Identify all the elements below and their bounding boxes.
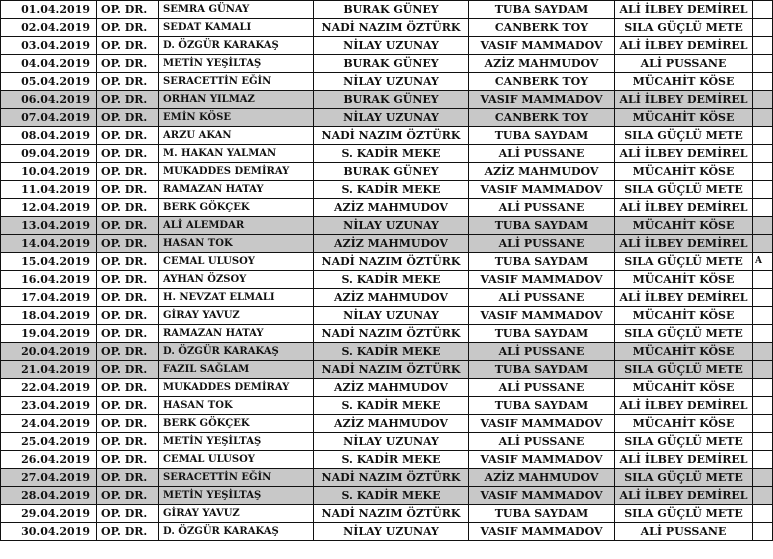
assistant-1-cell: NİLAY UZUNAY bbox=[314, 37, 469, 55]
assistant-1-cell: AZİZ MAHMUDOV bbox=[314, 289, 469, 307]
assistant-2-cell: TUBA SAYDAM bbox=[469, 217, 615, 235]
date-cell: 19.04.2019 bbox=[1, 325, 97, 343]
surgeon-name-cell: CEMAL ULUSOY bbox=[159, 451, 314, 469]
title-cell: OP. DR. bbox=[97, 361, 159, 379]
surgeon-name-cell: RAMAZAN HATAY bbox=[159, 325, 314, 343]
assistant-1-cell: NADİ NAZIM ÖZTÜRK bbox=[314, 127, 469, 145]
date-cell: 11.04.2019 bbox=[1, 181, 97, 199]
assistant-3-cell: MÜCAHİT KÖSE bbox=[615, 163, 753, 181]
title-cell: OP. DR. bbox=[97, 253, 159, 271]
surgeon-name-cell: ALİ ALEMDAR bbox=[159, 217, 314, 235]
title-cell: OP. DR. bbox=[97, 523, 159, 541]
assistant-2-cell: TUBA SAYDAM bbox=[469, 505, 615, 523]
date-cell: 23.04.2019 bbox=[1, 397, 97, 415]
assistant-1-cell: AZİZ MAHMUDOV bbox=[314, 199, 469, 217]
surgeon-name-cell: SERACETTİN EĞİN bbox=[159, 469, 314, 487]
surgeon-name-cell: M. HAKAN YALMAN bbox=[159, 145, 314, 163]
surgeon-name-cell: MUKADDES DEMİRAY bbox=[159, 379, 314, 397]
surgeon-name-cell: SEDAT KAMALI bbox=[159, 19, 314, 37]
date-cell: 06.04.2019 bbox=[1, 91, 97, 109]
title-cell: OP. DR. bbox=[97, 73, 159, 91]
table-row bbox=[1, 163, 773, 181]
date-cell: 29.04.2019 bbox=[1, 505, 97, 523]
assistant-1-cell: NADİ NAZIM ÖZTÜRK bbox=[314, 361, 469, 379]
extra-cell bbox=[753, 55, 773, 73]
title-cell: OP. DR. bbox=[97, 181, 159, 199]
date-cell: 30.04.2019 bbox=[1, 523, 97, 541]
assistant-1-cell: BURAK GÜNEY bbox=[314, 1, 469, 19]
surgeon-name-cell: METİN YEŞİLTAŞ bbox=[159, 55, 314, 73]
extra-cell bbox=[753, 343, 773, 361]
title-cell: OP. DR. bbox=[97, 109, 159, 127]
extra-cell bbox=[753, 37, 773, 55]
assistant-2-cell: TUBA SAYDAM bbox=[469, 325, 615, 343]
assistant-1-cell: NADİ NAZIM ÖZTÜRK bbox=[314, 469, 469, 487]
title-cell: OP. DR. bbox=[97, 487, 159, 505]
extra-cell bbox=[753, 217, 773, 235]
title-cell: OP. DR. bbox=[97, 415, 159, 433]
assistant-2-cell: TUBA SAYDAM bbox=[469, 253, 615, 271]
table-row bbox=[1, 271, 773, 289]
extra-cell bbox=[753, 415, 773, 433]
assistant-2-cell: ALİ PUSSANE bbox=[469, 433, 615, 451]
title-cell: OP. DR. bbox=[97, 19, 159, 37]
extra-cell bbox=[753, 361, 773, 379]
title-cell: OP. DR. bbox=[97, 55, 159, 73]
date-cell: 10.04.2019 bbox=[1, 163, 97, 181]
extra-cell bbox=[753, 469, 773, 487]
assistant-2-cell: CANBERK TOY bbox=[469, 109, 615, 127]
surgeon-name-cell: SERACETTİN EĞİN bbox=[159, 73, 314, 91]
assistant-2-cell: ALİ PUSSANE bbox=[469, 379, 615, 397]
surgeon-name-cell: ARZU AKAN bbox=[159, 127, 314, 145]
assistant-3-cell: ALİ İLBEY DEMİREL bbox=[615, 397, 753, 415]
title-cell: OP. DR. bbox=[97, 127, 159, 145]
extra-cell bbox=[753, 1, 773, 19]
table-row bbox=[1, 73, 773, 91]
assistant-3-cell: SILA GÜÇLÜ METE bbox=[615, 433, 753, 451]
assistant-3-cell: MÜCAHİT KÖSE bbox=[615, 217, 753, 235]
assistant-2-cell: VASIF MAMMADOV bbox=[469, 307, 615, 325]
assistant-1-cell: NADİ NAZIM ÖZTÜRK bbox=[314, 505, 469, 523]
date-cell: 13.04.2019 bbox=[1, 217, 97, 235]
assistant-2-cell: TUBA SAYDAM bbox=[469, 1, 615, 19]
assistant-3-cell: MÜCAHİT KÖSE bbox=[615, 73, 753, 91]
assistant-2-cell: CANBERK TOY bbox=[469, 19, 615, 37]
surgeon-name-cell: BERK GÖKÇEK bbox=[159, 199, 314, 217]
assistant-1-cell: NİLAY UZUNAY bbox=[314, 433, 469, 451]
table-row bbox=[1, 199, 773, 217]
assistant-1-cell: NİLAY UZUNAY bbox=[314, 307, 469, 325]
surgeon-name-cell: METİN YEŞİLTAŞ bbox=[159, 487, 314, 505]
assistant-2-cell: ALİ PUSSANE bbox=[469, 199, 615, 217]
assistant-2-cell: ALİ PUSSANE bbox=[469, 343, 615, 361]
surgeon-name-cell: AYHAN ÖZSOY bbox=[159, 271, 314, 289]
table-row bbox=[1, 55, 773, 73]
assistant-2-cell: AZİZ MAHMUDOV bbox=[469, 55, 615, 73]
date-cell: 27.04.2019 bbox=[1, 469, 97, 487]
date-cell: 22.04.2019 bbox=[1, 379, 97, 397]
extra-cell bbox=[753, 109, 773, 127]
surgeon-name-cell: EMİN KÖSE bbox=[159, 109, 314, 127]
extra-cell bbox=[753, 163, 773, 181]
date-cell: 14.04.2019 bbox=[1, 235, 97, 253]
table-row bbox=[1, 523, 773, 541]
surgeon-name-cell: HASAN TOK bbox=[159, 235, 314, 253]
title-cell: OP. DR. bbox=[97, 307, 159, 325]
extra-cell bbox=[753, 289, 773, 307]
assistant-3-cell: MÜCAHİT KÖSE bbox=[615, 271, 753, 289]
surgeon-name-cell: GİRAY YAVUZ bbox=[159, 307, 314, 325]
assistant-2-cell: AZİZ MAHMUDOV bbox=[469, 163, 615, 181]
surgeon-name-cell: D. ÖZGÜR KARAKAŞ bbox=[159, 343, 314, 361]
title-cell: OP. DR. bbox=[97, 469, 159, 487]
assistant-3-cell: SILA GÜÇLÜ METE bbox=[615, 127, 753, 145]
title-cell: OP. DR. bbox=[97, 379, 159, 397]
extra-cell bbox=[753, 307, 773, 325]
date-cell: 02.04.2019 bbox=[1, 19, 97, 37]
date-cell: 15.04.2019 bbox=[1, 253, 97, 271]
assistant-3-cell: SILA GÜÇLÜ METE bbox=[615, 325, 753, 343]
date-cell: 08.04.2019 bbox=[1, 127, 97, 145]
assistant-3-cell: MÜCAHİT KÖSE bbox=[615, 415, 753, 433]
assistant-3-cell: ALİ İLBEY DEMİREL bbox=[615, 199, 753, 217]
extra-cell bbox=[753, 145, 773, 163]
date-cell: 16.04.2019 bbox=[1, 271, 97, 289]
date-cell: 21.04.2019 bbox=[1, 361, 97, 379]
assistant-3-cell: ALİ İLBEY DEMİREL bbox=[615, 451, 753, 469]
assistant-1-cell: NİLAY UZUNAY bbox=[314, 523, 469, 541]
title-cell: OP. DR. bbox=[97, 271, 159, 289]
surgeon-name-cell: GİRAY YAVUZ bbox=[159, 505, 314, 523]
assistant-3-cell: SILA GÜÇLÜ METE bbox=[615, 361, 753, 379]
extra-cell bbox=[753, 379, 773, 397]
assistant-3-cell: ALİ PUSSANE bbox=[615, 55, 753, 73]
table-row bbox=[1, 505, 773, 523]
assistant-3-cell: SILA GÜÇLÜ METE bbox=[615, 19, 753, 37]
title-cell: OP. DR. bbox=[97, 37, 159, 55]
assistant-3-cell: ALİ İLBEY DEMİREL bbox=[615, 235, 753, 253]
assistant-1-cell: AZİZ MAHMUDOV bbox=[314, 379, 469, 397]
title-cell: OP. DR. bbox=[97, 451, 159, 469]
assistant-2-cell: VASIF MAMMADOV bbox=[469, 451, 615, 469]
table-row bbox=[1, 1, 773, 19]
assistant-1-cell: S. KADİR MEKE bbox=[314, 271, 469, 289]
title-cell: OP. DR. bbox=[97, 433, 159, 451]
assistant-3-cell: ALİ İLBEY DEMİREL bbox=[615, 289, 753, 307]
assistant-1-cell: BURAK GÜNEY bbox=[314, 163, 469, 181]
table-row bbox=[1, 127, 773, 145]
extra-cell bbox=[753, 271, 773, 289]
assistant-3-cell: MÜCAHİT KÖSE bbox=[615, 109, 753, 127]
surgeon-name-cell: METİN YEŞİLTAŞ bbox=[159, 433, 314, 451]
date-cell: 12.04.2019 bbox=[1, 199, 97, 217]
assistant-2-cell: TUBA SAYDAM bbox=[469, 361, 615, 379]
table-row bbox=[1, 487, 773, 505]
assistant-2-cell: ALİ PUSSANE bbox=[469, 145, 615, 163]
extra-cell bbox=[753, 199, 773, 217]
assistant-2-cell: TUBA SAYDAM bbox=[469, 397, 615, 415]
table-row bbox=[1, 325, 773, 343]
title-cell: OP. DR. bbox=[97, 163, 159, 181]
assistant-3-cell: ALİ İLBEY DEMİREL bbox=[615, 145, 753, 163]
assistant-2-cell: ALİ PUSSANE bbox=[469, 235, 615, 253]
extra-cell bbox=[753, 487, 773, 505]
surgeon-name-cell: H. NEVZAT ELMALI bbox=[159, 289, 314, 307]
assistant-1-cell: S. KADİR MEKE bbox=[314, 451, 469, 469]
assistant-2-cell: TUBA SAYDAM bbox=[469, 127, 615, 145]
schedule-body bbox=[1, 0, 773, 541]
date-cell: 24.04.2019 bbox=[1, 415, 97, 433]
assistant-1-cell: S. KADİR MEKE bbox=[314, 343, 469, 361]
assistant-1-cell: BURAK GÜNEY bbox=[314, 91, 469, 109]
assistant-3-cell: ALİ İLBEY DEMİREL bbox=[615, 37, 753, 55]
date-cell: 04.04.2019 bbox=[1, 55, 97, 73]
date-cell: 20.04.2019 bbox=[1, 343, 97, 361]
table-row bbox=[1, 181, 773, 199]
table-row bbox=[1, 451, 773, 469]
table-row bbox=[1, 307, 773, 325]
date-cell: 01.04.2019 bbox=[1, 1, 97, 19]
table-row bbox=[1, 253, 773, 271]
date-cell: 25.04.2019 bbox=[1, 433, 97, 451]
assistant-1-cell: AZİZ MAHMUDOV bbox=[314, 235, 469, 253]
assistant-1-cell: BURAK GÜNEY bbox=[314, 55, 469, 73]
title-cell: OP. DR. bbox=[97, 199, 159, 217]
title-cell: OP. DR. bbox=[97, 235, 159, 253]
title-cell: OP. DR. bbox=[97, 397, 159, 415]
date-cell: 18.04.2019 bbox=[1, 307, 97, 325]
assistant-3-cell: ALİ İLBEY DEMİREL bbox=[615, 487, 753, 505]
date-cell: 26.04.2019 bbox=[1, 451, 97, 469]
surgeon-name-cell: FAZIL SAĞLAM bbox=[159, 361, 314, 379]
extra-cell bbox=[753, 325, 773, 343]
table-row bbox=[1, 109, 773, 127]
assistant-3-cell: MÜCAHİT KÖSE bbox=[615, 379, 753, 397]
extra-cell bbox=[753, 91, 773, 109]
table-row bbox=[1, 37, 773, 55]
date-cell: 28.04.2019 bbox=[1, 487, 97, 505]
surgeon-name-cell: CEMAL ULUSOY bbox=[159, 253, 314, 271]
extra-cell bbox=[753, 127, 773, 145]
title-cell: OP. DR. bbox=[97, 343, 159, 361]
date-cell: 09.04.2019 bbox=[1, 145, 97, 163]
surgeon-name-cell: BERK GÖKÇEK bbox=[159, 415, 314, 433]
date-cell: 03.04.2019 bbox=[1, 37, 97, 55]
assistant-1-cell: NİLAY UZUNAY bbox=[314, 217, 469, 235]
table-row bbox=[1, 289, 773, 307]
assistant-2-cell: CANBERK TOY bbox=[469, 73, 615, 91]
table-row bbox=[1, 397, 773, 415]
table-row bbox=[1, 145, 773, 163]
assistant-3-cell: ALİ İLBEY DEMİREL bbox=[615, 1, 753, 19]
extra-cell: A bbox=[753, 253, 773, 271]
assistant-3-cell: SILA GÜÇLÜ METE bbox=[615, 253, 753, 271]
assistant-3-cell: SILA GÜÇLÜ METE bbox=[615, 181, 753, 199]
table-row bbox=[1, 235, 773, 253]
assistant-2-cell: ALİ PUSSANE bbox=[469, 289, 615, 307]
table-row bbox=[1, 469, 773, 487]
assistant-1-cell: S. KADİR MEKE bbox=[314, 397, 469, 415]
date-cell: 05.04.2019 bbox=[1, 73, 97, 91]
extra-cell bbox=[753, 433, 773, 451]
surgeon-name-cell: SEMRA GÜNAY bbox=[159, 1, 314, 19]
table-row bbox=[1, 217, 773, 235]
title-cell: OP. DR. bbox=[97, 1, 159, 19]
assistant-1-cell: S. KADİR MEKE bbox=[314, 145, 469, 163]
table-row bbox=[1, 361, 773, 379]
title-cell: OP. DR. bbox=[97, 145, 159, 163]
assistant-3-cell: SILA GÜÇLÜ METE bbox=[615, 469, 753, 487]
assistant-2-cell: VASIF MAMMADOV bbox=[469, 37, 615, 55]
date-cell: 07.04.2019 bbox=[1, 109, 97, 127]
extra-cell bbox=[753, 397, 773, 415]
extra-cell bbox=[753, 73, 773, 91]
assistant-1-cell: NİLAY UZUNAY bbox=[314, 109, 469, 127]
assistant-2-cell: VASIF MAMMADOV bbox=[469, 181, 615, 199]
extra-cell bbox=[753, 451, 773, 469]
extra-cell bbox=[753, 181, 773, 199]
assistant-1-cell: S. KADİR MEKE bbox=[314, 487, 469, 505]
assistant-1-cell: NİLAY UZUNAY bbox=[314, 73, 469, 91]
assistant-2-cell: AZİZ MAHMUDOV bbox=[469, 469, 615, 487]
table-row bbox=[1, 343, 773, 361]
extra-cell bbox=[753, 19, 773, 37]
assistant-1-cell: NADİ NAZIM ÖZTÜRK bbox=[314, 253, 469, 271]
title-cell: OP. DR. bbox=[97, 289, 159, 307]
table-row bbox=[1, 415, 773, 433]
date-cell: 17.04.2019 bbox=[1, 289, 97, 307]
assistant-3-cell: MÜCAHİT KÖSE bbox=[615, 307, 753, 325]
surgeon-name-cell: RAMAZAN HATAY bbox=[159, 181, 314, 199]
surgeon-name-cell: HASAN TOK bbox=[159, 397, 314, 415]
surgeon-name-cell: ORHAN YILMAZ bbox=[159, 91, 314, 109]
table-row bbox=[1, 379, 773, 397]
surgeon-name-cell: MUKADDES DEMİRAY bbox=[159, 163, 314, 181]
assistant-3-cell: SILA GÜÇLÜ METE bbox=[615, 505, 753, 523]
table-row bbox=[1, 91, 773, 109]
table-row bbox=[1, 19, 773, 37]
assistant-2-cell: VASIF MAMMADOV bbox=[469, 271, 615, 289]
title-cell: OP. DR. bbox=[97, 91, 159, 109]
title-cell: OP. DR. bbox=[97, 217, 159, 235]
assistant-3-cell: ALİ İLBEY DEMİREL bbox=[615, 91, 753, 109]
assistant-2-cell: VASIF MAMMADOV bbox=[469, 523, 615, 541]
assistant-1-cell: NADİ NAZIM ÖZTÜRK bbox=[314, 19, 469, 37]
assistant-3-cell: ALİ PUSSANE bbox=[615, 523, 753, 541]
extra-cell bbox=[753, 523, 773, 541]
assistant-2-cell: VASIF MAMMADOV bbox=[469, 91, 615, 109]
title-cell: OP. DR. bbox=[97, 505, 159, 523]
extra-cell bbox=[753, 505, 773, 523]
title-cell: OP. DR. bbox=[97, 325, 159, 343]
assistant-1-cell: S. KADİR MEKE bbox=[314, 181, 469, 199]
assistant-2-cell: VASIF MAMMADOV bbox=[469, 487, 615, 505]
assistant-3-cell: MÜCAHİT KÖSE bbox=[615, 343, 753, 361]
extra-cell bbox=[753, 235, 773, 253]
surgeon-name-cell: D. ÖZGÜR KARAKAŞ bbox=[159, 37, 314, 55]
assistant-1-cell: NADİ NAZIM ÖZTÜRK bbox=[314, 325, 469, 343]
assistant-2-cell: VASIF MAMMADOV bbox=[469, 415, 615, 433]
surgeon-name-cell: D. ÖZGÜR KARAKAŞ bbox=[159, 523, 314, 541]
assistant-1-cell: AZİZ MAHMUDOV bbox=[314, 415, 469, 433]
table-row bbox=[1, 433, 773, 451]
